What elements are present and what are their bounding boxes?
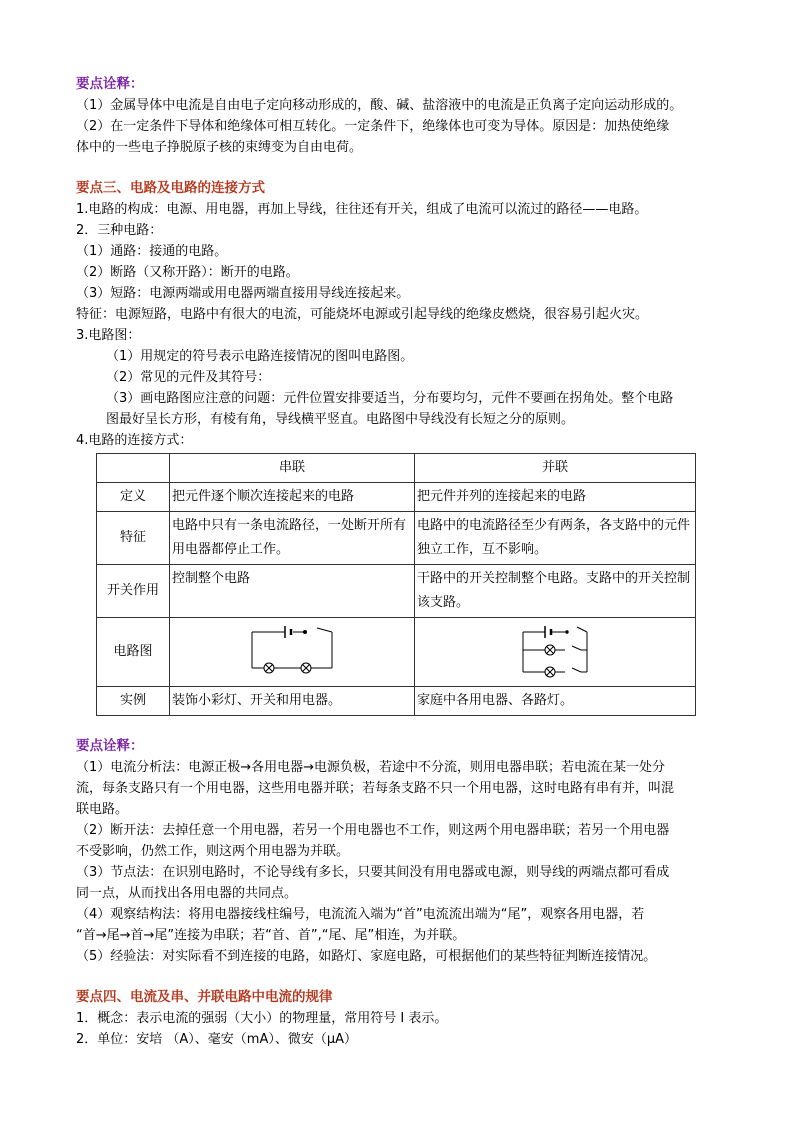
note2-line-8: （4）观察结构法：将用电器接线柱编号，电流流入端为“首”电流流出端为“尾”，观察各用电器，若 (76, 907, 645, 922)
section4-p2: 2．单位：安培 （A）、毫安（mA）、微安（μA） (76, 1032, 358, 1047)
section3-p5: （3）短路：电源两端或用电器两端直接用导线连接起来。 (76, 286, 410, 301)
note2-line-10: （5）经验法：对实际看不到连接的电路，如路灯、家庭电路，可根据他们的某些特征判断连接情况。 (76, 949, 657, 964)
header-parallel: 并联 (415, 454, 696, 483)
note2-line-9: “首→尾→首→尾”连接为串联；若“首、首”,“尾、尾”相连，为并联。 (76, 928, 466, 943)
series-circuit-diagram (247, 624, 337, 676)
section3-p3: （1）通路：接通的电路。 (76, 244, 228, 259)
note2-line-6: （3）节点法：在识别电路时，不论导线有多长，只要其间没有用电器或电源，则导线的两端点都可看成 (76, 865, 670, 880)
parallel-cell: 电路中的电流路径至少有两条，各支路中的元件独立工作，互不影响。 (415, 512, 696, 565)
document-page (76, 74, 718, 1050)
series-cell: 控制整个电路 (170, 565, 415, 618)
parallel-cell: 把元件并列的连接起来的电路 (415, 483, 696, 512)
parallel-cell: 干路中的开关控制整个电路。支路中的开关控制该支路。 (415, 565, 696, 618)
spacer (76, 716, 718, 736)
parallel-circuit-cell (415, 618, 696, 687)
section3-title: 要点三、电路及电路的连接方式 (76, 180, 265, 196)
note2-line-4: （2）断开法：去掉任意一个用电器，若另一个用电器也不工作，则这两个用电器串联；若另一个用电器 (76, 823, 670, 838)
spacer (76, 158, 718, 178)
note2-line-7: 同一点，从而找出各用电器的共同点。 (76, 886, 298, 901)
note2-line-5: 不受影响，仍然工作，则这两个用电器为并联。 (76, 844, 350, 859)
parallel-circuit-diagram (519, 624, 591, 680)
parallel-cell: 家庭中各用电器、各路灯。 (415, 687, 696, 716)
connection-table (96, 453, 696, 716)
section3-p7: 3.电路图： (76, 328, 141, 343)
series-circuit-cell (170, 618, 415, 687)
note1-line-1: （1）金属导体中电流是自由电子定向移动形成的，酸、碱、盐溶液中的电流是正负离子定向运动形成的。 (76, 98, 683, 113)
note2-line-2: 流，每条支路只有一个用电器，这些用电器并联；若每条支路不只一个用电器，这时电路有串有并，叫混 (76, 781, 675, 796)
table-row (97, 687, 696, 716)
row-label: 特征 (97, 512, 170, 565)
section3-p1: 1.电路的构成：电源、用电器，再加上导线，往往还有开关，组成了电流可以流过的路径——电路。 (76, 202, 648, 217)
note2-line-3: 联电路。 (76, 802, 129, 817)
section3-p10a: （3）画电路图应注意的问题：元件位置安排要适当，分布要均匀，元件不要画在拐角处。整个电路 (106, 391, 674, 406)
series-cell: 电路中只有一条电流路径，一处断开所有用电器都停止工作。 (170, 512, 415, 565)
note1-title: 要点诠释： (76, 76, 144, 92)
spacer (76, 967, 718, 987)
section3-p8: （1）用规定的符号表示电路连接情况的图叫电路图。 (106, 349, 414, 364)
section3-p2: 2．三种电路： (76, 223, 163, 238)
table-header-row (97, 454, 696, 483)
section3-p6: 特征：电源短路，电路中有很大的电流，可能烧坏电源或引起导线的绝缘皮燃烧，很容易引起火灾。 (76, 307, 649, 322)
table-corner-cell (97, 454, 170, 483)
table-row (97, 565, 696, 618)
note2-title: 要点诠释： (76, 738, 144, 754)
section3-p10b: 图最好呈长方形，有棱有角，导线横平竖直。电路图中导线没有长短之分的原则。 (106, 412, 575, 427)
note2-line-1: （1）电流分析法：电源正极→各用电器→电源负极，若途中不分流，则用电器串联；若电流在某一处分 (76, 760, 666, 775)
row-label: 开关作用 (97, 565, 170, 618)
section3-p9: （2）常见的元件及其符号： (106, 370, 271, 385)
note1-line-3: 体中的一些电子挣脱原子核的束缚变为自由电荷。 (76, 140, 363, 155)
table-row (97, 483, 696, 512)
header-series: 串联 (170, 454, 415, 483)
table-row (97, 512, 696, 565)
series-cell: 装饰小彩灯、开关和用电器。 (170, 687, 415, 716)
row-label: 实例 (97, 687, 170, 716)
row-label: 电路图 (97, 618, 170, 687)
section3-p4: （2）断路（又称开路）：断开的电路。 (76, 265, 299, 280)
note1-line-2: （2）在一定条件下导体和绝缘体可相互转化。一定条件下，绝缘体也可变为导体。原因是：加热使绝缘 (76, 119, 670, 134)
section4-p1: 1．概念：表示电流的强弱（大小）的物理量，常用符号 I 表示。 (76, 1011, 448, 1026)
series-cell: 把元件逐个顺次连接起来的电路 (170, 483, 415, 512)
row-label: 定义 (97, 483, 170, 512)
section4-title: 要点四、电流及串、并联电路中电流的规律 (76, 989, 333, 1005)
table-row (97, 618, 696, 687)
section3-p11: 4.电路的连接方式： (76, 433, 193, 448)
